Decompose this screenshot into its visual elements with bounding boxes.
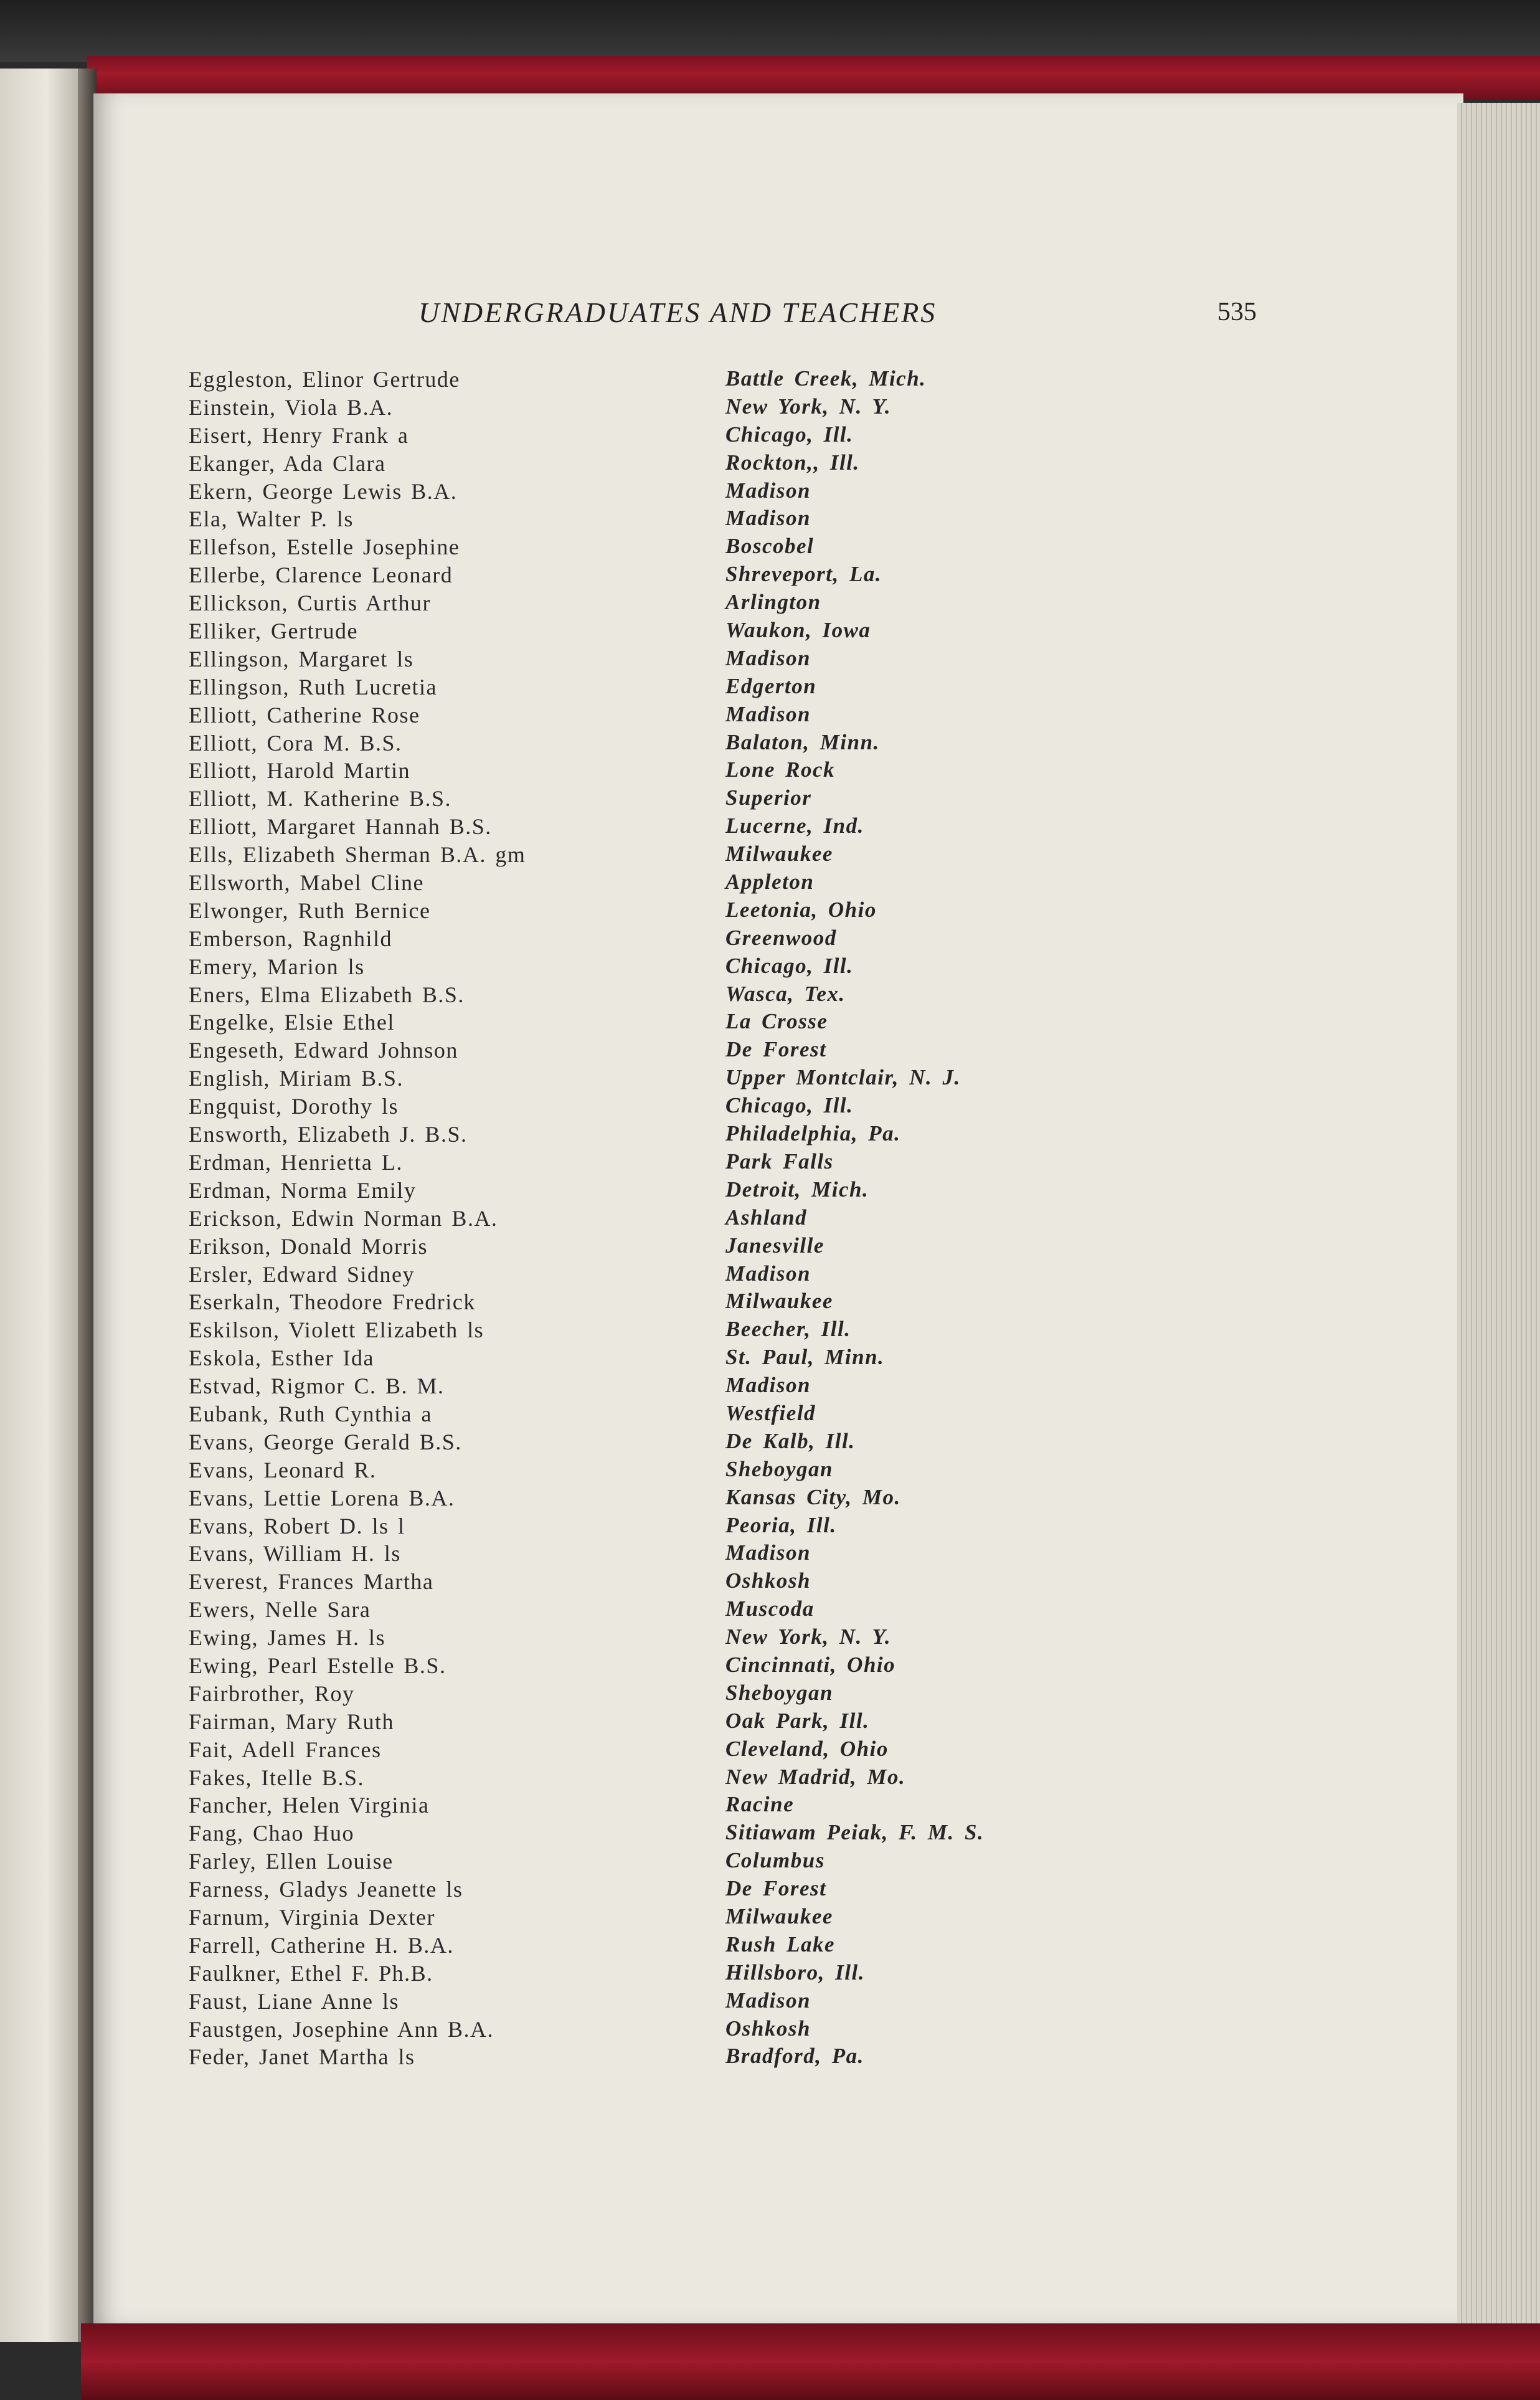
entry-name: Everest, Frances Martha: [189, 1569, 434, 1595]
entry-name: English, Miriam B.S.: [189, 1066, 404, 1091]
entry-name: Ela, Walter P. ls: [189, 506, 354, 532]
list-item: [0, 1709, 1540, 1737]
entry-place: Peoria, Ill.: [725, 1512, 837, 1537]
entry-place: La Crosse: [725, 1009, 828, 1034]
entry-place: New Madrid, Mo.: [725, 1764, 906, 1789]
entry-name: Eners, Elma Elizabeth B.S.: [189, 982, 465, 1007]
entry-place: Milwaukee: [725, 1289, 833, 1314]
entry-place: New York, N. Y.: [725, 394, 892, 419]
entry-name: Elwonger, Ruth Bernice: [189, 898, 431, 923]
entry-name: Faustgen, Josephine Ann B.A.: [189, 2016, 494, 2042]
entry-place: Ashland: [725, 1205, 808, 1230]
entry-name: Erickson, Edwin Norman B.A.: [189, 1205, 498, 1231]
list-item: [0, 813, 1540, 842]
list-item: [0, 2016, 1540, 2044]
entry-name: Eggleston, Elinor Gertrude: [189, 367, 460, 392]
entry-place: Hillsboro, Ill.: [725, 1960, 865, 1985]
entry-place: Lone Rock: [725, 757, 836, 782]
list-item: [0, 1932, 1540, 1960]
entry-place: Greenwood: [725, 925, 837, 950]
entry-name: Fait, Adell Frances: [189, 1737, 382, 1762]
list-item: [0, 1485, 1540, 1513]
list-item: [0, 450, 1540, 478]
list-item: [0, 1960, 1540, 1988]
entry-place: De Forest: [725, 1876, 827, 1901]
entry-name: Ewers, Nelle Sara: [189, 1597, 371, 1623]
entry-place: Rockton,, Ill.: [725, 450, 860, 475]
list-item: [0, 1876, 1540, 1904]
entry-place: Superior: [725, 785, 812, 810]
entry-place: Upper Montclair, N. J.: [725, 1065, 961, 1090]
entry-place: Battle Creek, Mich.: [725, 366, 927, 391]
list-item: [0, 1261, 1540, 1289]
list-item: [0, 898, 1540, 926]
entry-place: Milwaukee: [725, 1904, 833, 1928]
list-item: [0, 1037, 1540, 1065]
list-item: [0, 646, 1540, 674]
entry-name: Eserkaln, Theodore Fredrick: [189, 1289, 476, 1315]
entry-name: Elliott, M. Katherine B.S.: [189, 786, 451, 812]
list-item: [0, 870, 1540, 898]
entry-place: Chicago, Ill.: [725, 953, 854, 978]
entry-name: Ersler, Edward Sidney: [189, 1261, 415, 1287]
book-cover-bottom-edge: [81, 2323, 1540, 2400]
top-binding-shadow: [0, 0, 1540, 62]
list-item: [0, 1513, 1540, 1541]
entry-name: Eskilson, Violett Elizabeth ls: [189, 1317, 484, 1343]
entry-place: Bradford, Pa.: [725, 2044, 864, 2069]
entry-name: Faulkner, Ethel F. Ph.B.: [189, 1960, 433, 1986]
list-item: [0, 1625, 1540, 1653]
entry-name: Faust, Liane Anne ls: [189, 1988, 399, 2014]
list-item: [0, 1121, 1540, 1149]
entry-place: Madison: [725, 506, 811, 531]
list-item: [0, 1596, 1540, 1625]
entry-place: Appleton: [725, 870, 815, 894]
list-item: [0, 1317, 1540, 1345]
entry-place: Madison: [725, 701, 811, 726]
entry-name: Ellingson, Margaret ls: [189, 646, 414, 671]
list-item: [0, 1009, 1540, 1037]
entry-place: Edgerton: [725, 673, 817, 698]
entry-place: Sheboygan: [725, 1680, 833, 1705]
entry-name: Ellerbe, Clarence Leonard: [189, 562, 453, 588]
list-item: [0, 1457, 1540, 1485]
entry-place: Lucerne, Ind.: [725, 813, 864, 838]
entry-name: Ewing, James H. ls: [189, 1625, 385, 1651]
entry-name: Erdman, Henrietta L.: [189, 1149, 403, 1175]
list-item: [0, 1765, 1540, 1793]
entry-name: Evans, Lettie Lorena B.A.: [189, 1485, 455, 1511]
list-item: [0, 1093, 1540, 1121]
entry-place: Madison: [725, 1373, 811, 1398]
entry-place: Madison: [725, 645, 811, 670]
entry-place: Madison: [725, 1540, 811, 1565]
entry-place: Cleveland, Ohio: [725, 1736, 889, 1761]
list-item: [0, 674, 1540, 702]
entry-place: Muscoda: [725, 1596, 815, 1621]
entry-name: Eskola, Esther Ida: [189, 1345, 374, 1371]
list-item: [0, 1792, 1540, 1820]
list-item: [0, 842, 1540, 870]
entry-name: Elliott, Harold Martin: [189, 758, 410, 784]
list-item: [0, 785, 1540, 813]
entry-name: Farnum, Virginia Dexter: [189, 1904, 435, 1930]
entry-place: Rush Lake: [725, 1932, 836, 1957]
entry-name: Farley, Ellen Louise: [189, 1849, 394, 1874]
directory-list: [0, 366, 1540, 2072]
entry-place: Milwaukee: [725, 842, 833, 866]
list-item: [0, 2044, 1540, 2072]
list-item: [0, 1820, 1540, 1848]
entry-name: Ells, Elizabeth Sherman B.A. gm: [189, 842, 526, 868]
list-item: [0, 1737, 1540, 1765]
entry-place: Leetonia, Ohio: [725, 897, 877, 922]
entry-place: Madison: [725, 1261, 811, 1286]
entry-name: Erikson, Donald Morris: [189, 1233, 428, 1259]
list-item: [0, 1149, 1540, 1177]
list-item: [0, 1065, 1540, 1093]
entry-place: Columbus: [725, 1848, 825, 1873]
entry-place: Sitiawam Peiak, F. M. S.: [725, 1820, 985, 1845]
entry-place: Madison: [725, 1988, 811, 2013]
entry-place: Waukon, Iowa: [725, 618, 871, 643]
entry-name: Farrell, Catherine H. B.A.: [189, 1932, 454, 1958]
entry-place: Chicago, Ill.: [725, 422, 854, 447]
entry-place: St. Paul, Minn.: [725, 1345, 885, 1370]
entry-name: Erdman, Norma Emily: [189, 1177, 417, 1203]
entry-place: De Forest: [725, 1037, 827, 1062]
entry-place: Madison: [725, 478, 811, 503]
entry-name: Engeseth, Edward Johnson: [189, 1038, 458, 1063]
entry-name: Eubank, Ruth Cynthia a: [189, 1401, 432, 1426]
entry-place: Oak Park, Ill.: [725, 1708, 870, 1733]
entry-place: Racine: [725, 1792, 795, 1817]
entry-name: Ellingson, Ruth Lucretia: [189, 674, 437, 700]
entry-name: Evans, Leonard R.: [189, 1457, 377, 1482]
entry-name: Ekanger, Ada Clara: [189, 450, 386, 476]
list-item: [0, 478, 1540, 506]
entry-name: Fancher, Helen Virginia: [189, 1793, 430, 1818]
entry-place: Oshkosh: [725, 1568, 811, 1593]
entry-place: Balaton, Minn.: [725, 729, 880, 754]
list-item: [0, 1653, 1540, 1681]
list-item: [0, 1401, 1540, 1429]
list-item: [0, 1904, 1540, 1932]
entry-place: Westfield: [725, 1400, 816, 1425]
entry-place: Janesville: [725, 1233, 824, 1258]
entry-place: Oshkosh: [725, 2016, 811, 2041]
list-item: [0, 1177, 1540, 1205]
list-item: [0, 730, 1540, 758]
list-item: [0, 954, 1540, 982]
entry-name: Elliott, Cora M. B.S.: [189, 730, 402, 756]
list-item: [0, 534, 1540, 562]
running-head: UNDERGRADUATES AND TEACHERS: [418, 296, 937, 328]
entry-name: Fairman, Mary Ruth: [189, 1709, 394, 1734]
list-item: [0, 618, 1540, 646]
entry-name: Fairbrother, Roy: [189, 1681, 355, 1706]
list-item: [0, 1681, 1540, 1709]
entry-place: Cincinnati, Ohio: [725, 1652, 896, 1677]
entry-name: Einstein, Viola B.A.: [189, 394, 394, 420]
entry-name: Ellefson, Estelle Josephine: [189, 534, 460, 560]
entry-name: Eisert, Henry Frank a: [189, 422, 409, 448]
entry-name: Engelke, Elsie Ethel: [189, 1010, 395, 1035]
entry-name: Emery, Marion ls: [189, 954, 365, 979]
list-item: [0, 1289, 1540, 1317]
page-header: [0, 296, 1540, 339]
entry-name: Ellickson, Curtis Arthur: [189, 591, 431, 616]
entry-name: Engquist, Dorothy ls: [189, 1094, 399, 1119]
list-item: [0, 1848, 1540, 1876]
list-item: [0, 506, 1540, 534]
entry-name: Ekern, George Lewis B.A.: [189, 478, 458, 504]
list-item: [0, 982, 1540, 1010]
entry-place: Wasca, Tex.: [725, 981, 846, 1006]
entry-place: Park Falls: [725, 1149, 834, 1174]
entry-place: Boscobel: [725, 534, 815, 559]
entry-name: Elliott, Catherine Rose: [189, 702, 420, 728]
list-item: [0, 702, 1540, 730]
list-item: [0, 757, 1540, 785]
list-item: [0, 926, 1540, 954]
entry-name: Ewing, Pearl Estelle B.S.: [189, 1653, 446, 1678]
page-number: 535: [1217, 298, 1257, 326]
entry-place: Beecher, Ill.: [725, 1317, 851, 1342]
list-item: [0, 1568, 1540, 1596]
list-item: [0, 562, 1540, 590]
list-item: [0, 1988, 1540, 2016]
entry-name: Elliker, Gertrude: [189, 619, 358, 644]
list-item: [0, 1345, 1540, 1373]
entry-name: Estvad, Rigmor C. B. M.: [189, 1373, 445, 1399]
entry-place: Detroit, Mich.: [725, 1177, 869, 1202]
entry-place: Arlington: [725, 590, 821, 615]
entry-place: Philadelphia, Pa.: [725, 1121, 901, 1146]
list-item: [0, 422, 1540, 450]
entry-name: Fang, Chao Huo: [189, 1821, 354, 1846]
list-item: [0, 366, 1540, 394]
entry-name: Ensworth, Elizabeth J. B.S.: [189, 1122, 468, 1147]
list-item: [0, 1429, 1540, 1457]
entry-place: Sheboygan: [725, 1456, 833, 1481]
entry-place: De Kalb, Ill.: [725, 1428, 856, 1453]
list-item: [0, 394, 1540, 422]
entry-name: Farness, Gladys Jeanette ls: [189, 1877, 463, 1902]
list-item: [0, 1233, 1540, 1261]
entry-name: Emberson, Ragnhild: [189, 926, 392, 951]
entry-name: Evans, William H. ls: [189, 1541, 401, 1567]
list-item: [0, 1540, 1540, 1568]
entry-name: Elliott, Margaret Hannah B.S.: [189, 814, 492, 840]
entry-name: Evans, Robert D. ls l: [189, 1513, 405, 1539]
entry-place: New York, N. Y.: [725, 1625, 892, 1649]
entry-place: Kansas City, Mo.: [725, 1484, 901, 1509]
entry-place: Shreveport, La.: [725, 562, 882, 587]
list-item: [0, 1373, 1540, 1401]
entry-name: Fakes, Itelle B.S.: [189, 1765, 364, 1790]
list-item: [0, 590, 1540, 618]
entry-name: Ellsworth, Mabel Cline: [189, 870, 424, 896]
entry-name: Feder, Janet Martha ls: [189, 2044, 415, 2070]
list-item: [0, 1205, 1540, 1233]
entry-name: Evans, George Gerald B.S.: [189, 1429, 462, 1454]
entry-place: Chicago, Ill.: [725, 1093, 854, 1118]
